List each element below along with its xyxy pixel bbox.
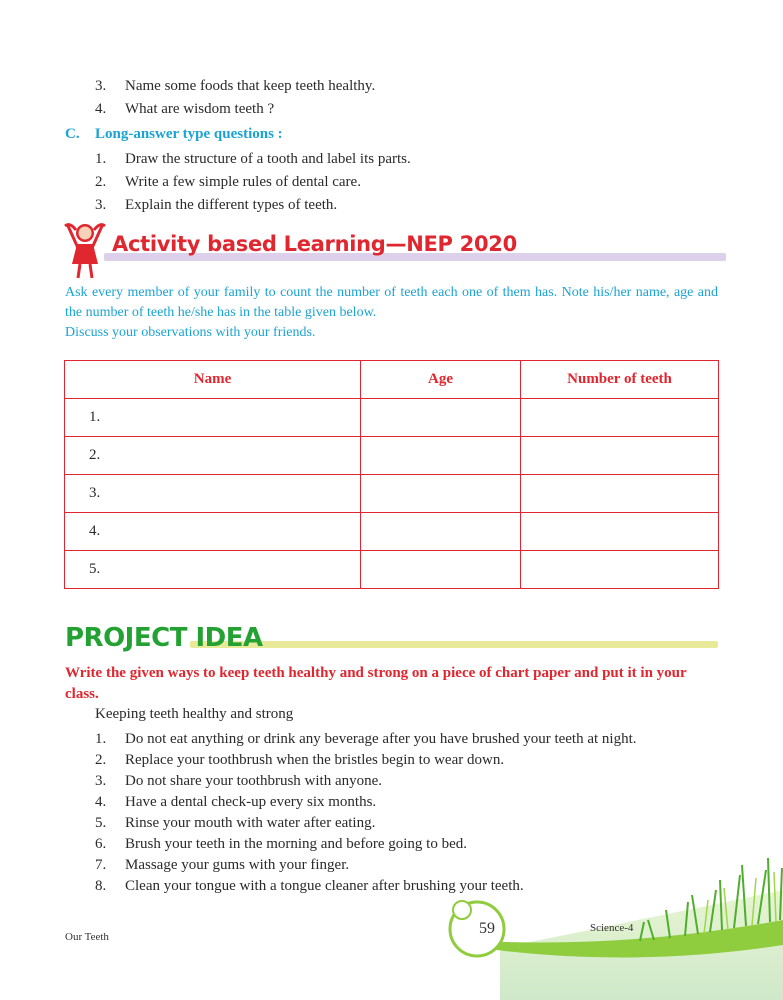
list-text: Replace your toothbrush when the bristles begin to wear down. — [125, 752, 505, 768]
list-item — [95, 855, 349, 875]
list-text: Do not share your toothbrush with anyone. — [125, 773, 383, 789]
table-header-row — [65, 361, 719, 399]
observation-table — [64, 360, 719, 589]
list-item — [95, 750, 504, 770]
list-text: Clean your tongue with a tongue cleaner after brushing your teeth. — [125, 878, 524, 894]
page-number: 59 — [479, 920, 495, 937]
question-text: What are wisdom teeth ? — [125, 101, 275, 117]
age-cell — [361, 551, 521, 589]
question-item — [95, 99, 274, 119]
project-title: PROJECT IDEA — [65, 623, 263, 653]
header-teeth: Number of teeth — [521, 361, 719, 399]
teeth-cell — [521, 475, 719, 513]
row-number: 4. — [65, 513, 361, 551]
question-text: Draw the structure of a tooth and label its parts. — [125, 151, 411, 167]
age-cell — [361, 513, 521, 551]
list-text: Do not eat anything or drink any beverage after you have brushed your teeth at night. — [125, 731, 637, 747]
section-label: C. — [65, 126, 80, 142]
question-number: 4. — [95, 101, 107, 117]
project-instruction: Write the given ways to keep teeth healthy and strong on a piece of chart paper and put it in your class. — [65, 665, 687, 702]
question-number: 3. — [95, 78, 107, 94]
list-item — [95, 792, 376, 812]
table-row — [65, 475, 719, 513]
table-row — [65, 437, 719, 475]
list-number: 3. — [95, 773, 107, 789]
question-item — [95, 149, 411, 169]
teeth-cell — [521, 399, 719, 437]
table-row — [65, 551, 719, 589]
table-row — [65, 399, 719, 437]
header-name: Name — [65, 361, 361, 399]
project-header-bar — [190, 641, 718, 648]
age-cell — [361, 475, 521, 513]
list-number: 6. — [95, 836, 107, 852]
girl-icon — [62, 218, 108, 280]
row-number: 1. — [65, 399, 361, 437]
question-number: 2. — [95, 174, 107, 190]
activity-instruction: Ask every member of your family to count the number of teeth each one of them has. Note his/her name, age and the number of teeth he/she has in the table given below. — [65, 285, 718, 320]
teeth-cell — [521, 551, 719, 589]
question-text: Explain the different types of teeth. — [125, 197, 338, 213]
table-row — [65, 513, 719, 551]
activity-title: Activity based Learning—NEP 2020 — [112, 232, 517, 256]
question-item — [95, 76, 375, 96]
list-item — [95, 729, 637, 749]
list-item — [95, 813, 375, 833]
list-number: 5. — [95, 815, 107, 831]
activity-discuss: Discuss your observations with your friends. — [65, 325, 316, 340]
teeth-cell — [521, 437, 719, 475]
section-c-heading — [65, 126, 283, 143]
row-number: 3. — [65, 475, 361, 513]
question-item — [95, 172, 361, 192]
list-number: 1. — [95, 731, 107, 747]
question-item — [95, 195, 337, 215]
list-item — [95, 771, 382, 791]
row-number: 5. — [65, 551, 361, 589]
list-text: Have a dental check-up every six months. — [125, 794, 377, 810]
list-number: 2. — [95, 752, 107, 768]
question-number: 1. — [95, 151, 107, 167]
teeth-cell — [521, 513, 719, 551]
question-number: 3. — [95, 197, 107, 213]
list-number: 8. — [95, 878, 107, 894]
question-text: Name some foods that keep teeth healthy. — [125, 78, 376, 94]
age-cell — [361, 399, 521, 437]
list-text: Massage your gums with your finger. — [125, 857, 350, 873]
list-text: Brush your teeth in the morning and before going to bed. — [125, 836, 468, 852]
section-title: Long-answer type questions : — [95, 126, 283, 142]
list-number: 7. — [95, 857, 107, 873]
row-number: 2. — [65, 437, 361, 475]
list-number: 4. — [95, 794, 107, 810]
header-age: Age — [361, 361, 521, 399]
list-text: Rinse your mouth with water after eating. — [125, 815, 376, 831]
age-cell — [361, 437, 521, 475]
question-text: Write a few simple rules of dental care. — [125, 174, 361, 190]
project-subtitle: Keeping teeth healthy and strong — [95, 706, 294, 722]
footer-chapter: Our Teeth — [65, 931, 109, 943]
list-item — [95, 834, 467, 854]
footer-book: Science-4 — [590, 922, 634, 934]
